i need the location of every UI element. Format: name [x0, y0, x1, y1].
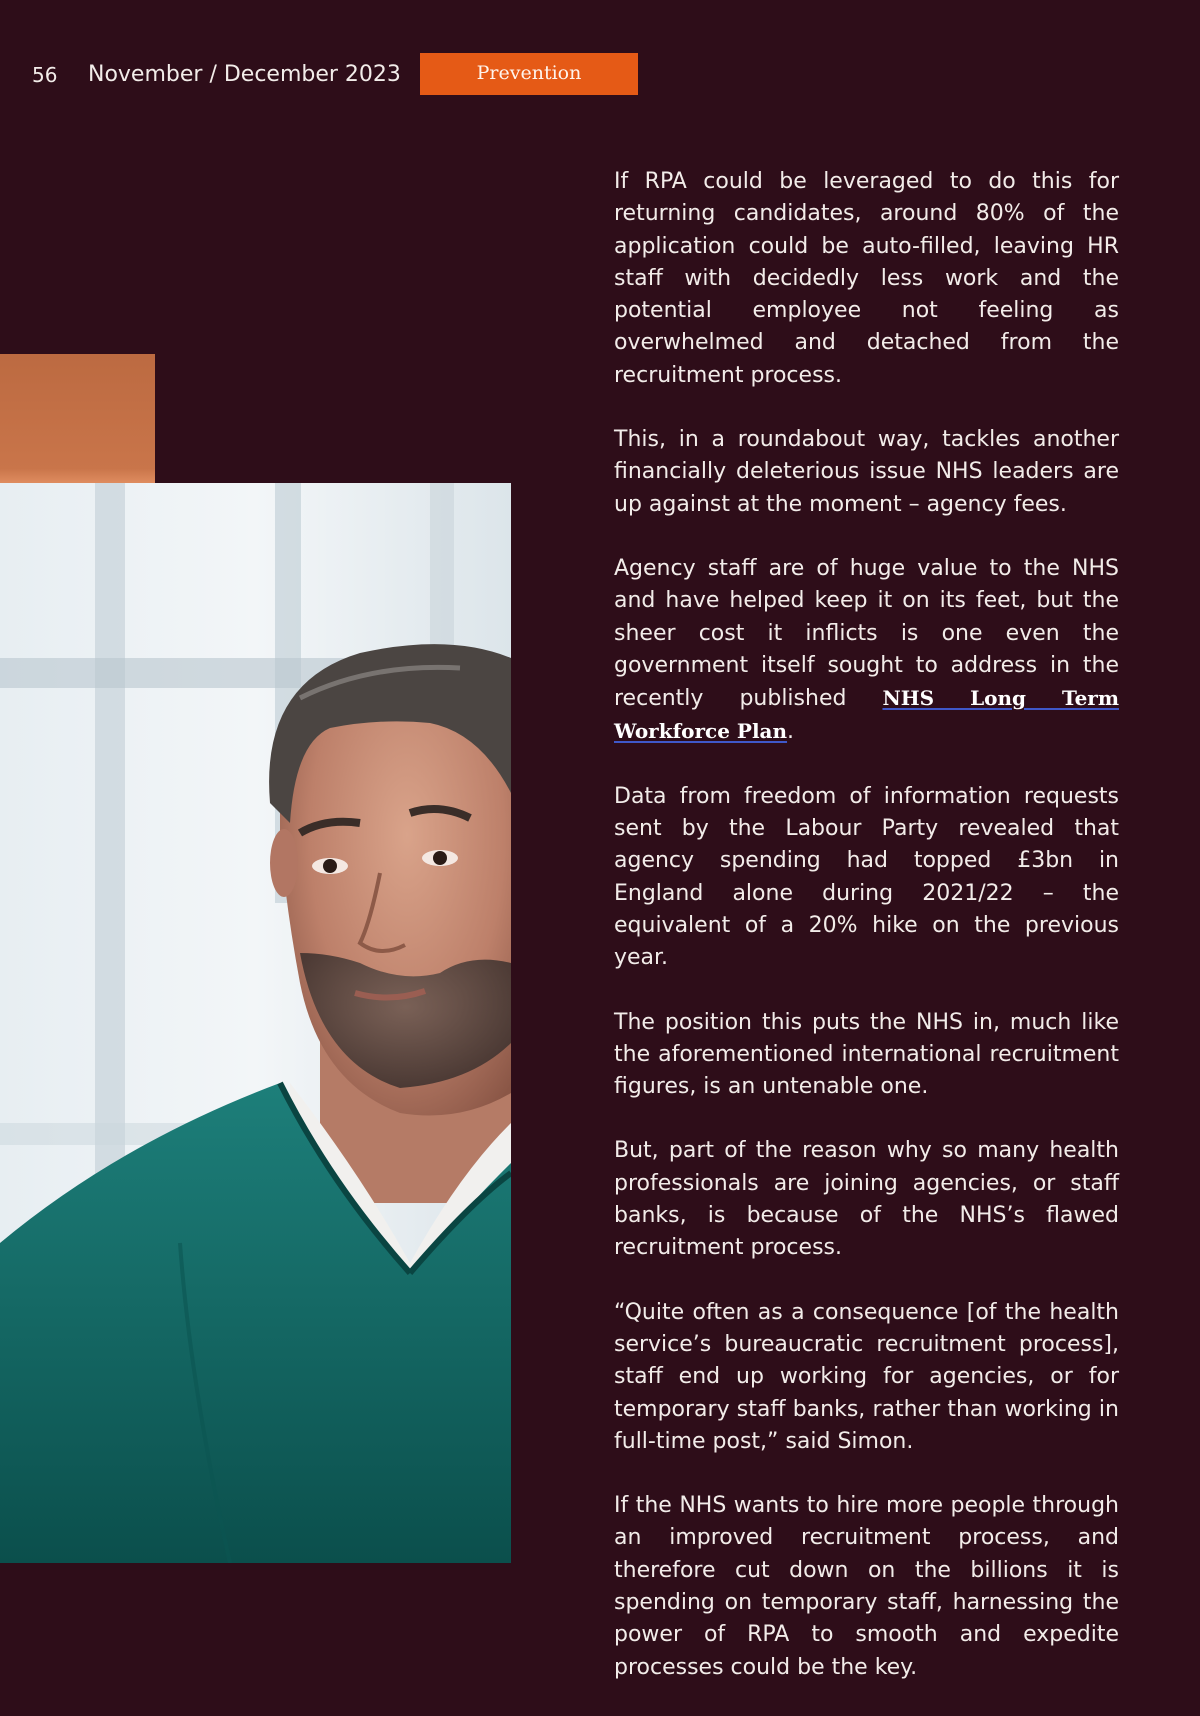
- article-paragraph-8: If the NHS wants to hire more people through an improved recruitment process, and therefore cut down on the billions it is spending on temporary staff, harnessing the power of RPA to smooth and expedite processes could be the key.: [614, 1493, 1119, 1680]
- paragraph-3-text: Agency staff are of huge value to the NHS and have helped keep it on its feet, but the sheer cost it inflicts is one even the government itself sought to address in the recently published: [614, 555, 1119, 712]
- workforce-plan-link[interactable]: NHS Long Term Workforce Plan: [614, 686, 1119, 744]
- article-paragraph-6: But, part of the reason why so many health professionals are joining agencies, or staff banks, is because of the NHS’s flawed recruitment process.: [614, 1138, 1119, 1261]
- article-paragraph-3: [614, 553, 1119, 749]
- article-paragraph-5: The position this puts the NHS in, much like the aforementioned international recruitment figures, is an untenable one.: [614, 1009, 1119, 1100]
- article-body: [614, 166, 1119, 1716]
- portrait-photo: [0, 483, 511, 1563]
- page-number: 56: [32, 63, 58, 87]
- section-tag: Prevention: [420, 53, 638, 95]
- article-paragraph-2: This, in a roundabout way, tackles another financially deleterious issue NHS leaders are up against at the moment – agency fees.: [614, 427, 1119, 517]
- paragraph-3-end: .: [787, 719, 795, 745]
- article-paragraph-7: “Quite often as a consequence [of the health service’s bureaucratic recruitment process], staff end up working for agencies, or for temporary staff banks, rather than working in full-time post,” said Simon.: [614, 1299, 1119, 1454]
- article-paragraph-4: Data from freedom of information requests sent by the Labour Party revealed that agency spending had topped £3bn in England alone during 2021/22 – the equivalent of a 20% hike on the previous year.: [614, 783, 1119, 971]
- issue-date: November / December 2023: [88, 62, 401, 87]
- article-paragraph-1: If RPA could be leveraged to do this for returning candidates, around 80% of the application could be auto-filled, leaving HR staff with decidedly less work and the potential employee not feeling as overwhelmed and detached from the recruitment process.: [614, 169, 1119, 388]
